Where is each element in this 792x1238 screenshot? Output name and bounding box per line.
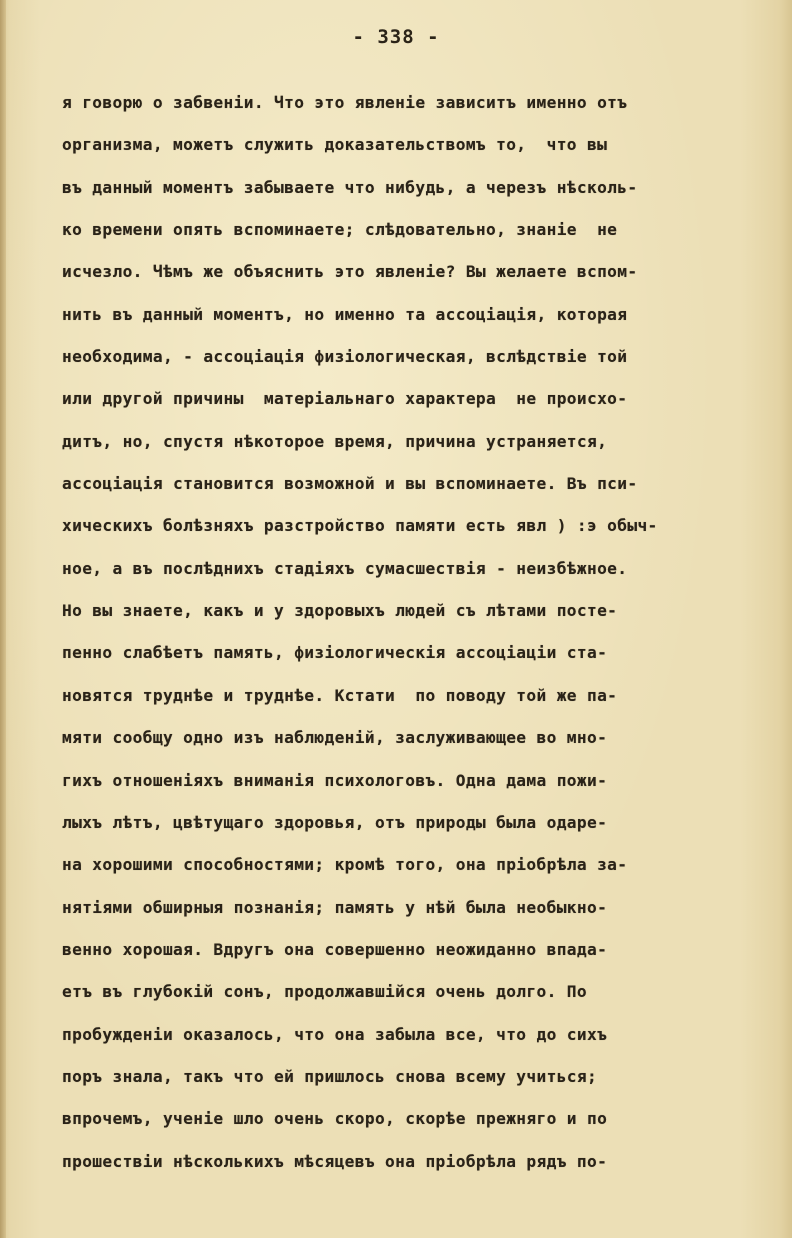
text-line: ное, а въ послѣднихъ стадiяхъ сумасшествiя - неизбѣжное.: [62, 558, 628, 578]
text-line: венно хорошая. Вдругъ она совершенно неожиданно впада-: [62, 939, 608, 959]
text-line: организма, можетъ служить доказательствомъ то, что вы: [62, 135, 608, 155]
text-line: нятiями обширныя познанiя; память у нѣй была необыкно-: [62, 897, 608, 917]
text-line: пенно слабѣетъ память, физiологическiя ассоцiацiи ста-: [62, 643, 608, 663]
text-line: лыхъ лѣтъ, цвѣтущаго здоровья, отъ природы была одаре-: [62, 812, 608, 832]
text-line: ассоцiацiя становится возможной и вы вспоминаете. Въ пси-: [62, 474, 638, 494]
text-line: впрочемъ, ученiе шло очень скоро, скорѣе прежняго и по: [62, 1109, 608, 1129]
text-line: исчезло. Чѣмъ же объяснить это явленiе? Вы желаете вспом-: [62, 262, 638, 282]
text-line: новятся труднѣе и труднѣе. Кстати по поводу той же па-: [62, 685, 618, 705]
text-line: Но вы знаете, какъ и у здоровыхъ людей съ лѣтами посте-: [62, 601, 618, 621]
text-line: хическихъ болѣзняхъ разстройство памяти есть явл ) :э обыч-: [62, 516, 658, 536]
text-line: на хорошими способностями; кромѣ того, она прiобрѣла за-: [62, 855, 628, 875]
page-number: - 338 -: [352, 26, 440, 48]
text-line: етъ въ глубокiй сонъ, продолжавшiйся очень долго. По: [62, 982, 587, 1002]
text-line: мяти сообщу одно изъ наблюденiй, заслуживающее во мно-: [62, 728, 608, 748]
text-line: или другой причины матерiальнаго характера не происхо-: [62, 389, 628, 409]
text-line: въ данный моментъ забываете что нибудь, а черезъ нѣсколь-: [62, 177, 638, 197]
text-line: я говорю о забвенiи. Что это явленiе зависитъ именно отъ: [62, 93, 628, 112]
text-line: ко времени опять вспоминаете; слѣдовательно, знанiе не: [62, 220, 618, 240]
text-line: гихъ отношенiяхъ вниманiя психологовъ. Одна дама пожи-: [62, 770, 608, 790]
body-text: [62, 88, 774, 1189]
text-line: прошествiи нѣсколькихъ мѣсяцевъ она прiобрѣла рядъ по-: [62, 1151, 608, 1171]
text-line: пробужденiи оказалось, что она забыла все, что до сихъ: [62, 1024, 608, 1044]
text-line: дитъ, но, спустя нѣкоторое время, причина устраняется,: [62, 431, 608, 451]
text-line: нить въ данный моментъ, но именно та ассоцiацiя, которая: [62, 304, 628, 324]
text-line: необходима, - ассоцiацiя физiологическая, вслѣдствiе той: [62, 347, 628, 367]
text-line: поръ знала, такъ что ей пришлось снова всему учиться;: [62, 1066, 598, 1086]
page-left-edge: [0, 0, 6, 1238]
